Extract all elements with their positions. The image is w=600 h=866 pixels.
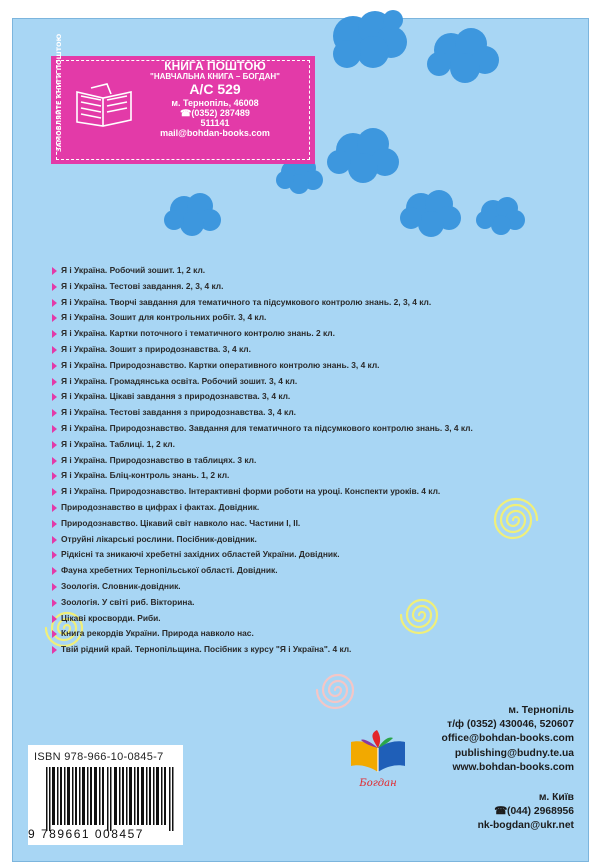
bullet-icon bbox=[52, 536, 57, 544]
bullet-icon bbox=[52, 299, 57, 307]
stamp-city: м. Тернопіль, 46008 bbox=[171, 98, 259, 109]
list-item: Книга рекордів України. Природа навколо нас. bbox=[52, 626, 512, 642]
bullet-icon bbox=[52, 314, 57, 322]
contacts-kyiv bbox=[478, 791, 574, 834]
phone-kyiv: ☎(044) 2968956 bbox=[494, 806, 574, 818]
stamp-phone2: 511141 bbox=[200, 118, 230, 129]
logo-text: Богдан bbox=[359, 778, 397, 789]
bullet-icon bbox=[52, 551, 57, 559]
bullet-icon bbox=[52, 646, 57, 654]
cloud-icon bbox=[327, 128, 399, 183]
phone-ternopil: т/ф (0352) 430046, 520607 bbox=[447, 719, 574, 731]
stamp-text bbox=[121, 60, 309, 138]
bullet-icon bbox=[52, 630, 57, 638]
list-item: Твій рідний край. Тернопільщина. Посібник з курсу "Я і Україна". 4 кл. bbox=[52, 642, 512, 658]
book-list bbox=[52, 263, 512, 658]
list-item: Фауна хребетних Тернопільської області. Довідник. bbox=[52, 563, 512, 579]
list-item: Цікаві кросворди. Риби. bbox=[52, 611, 512, 627]
list-item: Я і Україна. Тестові завдання з природознавства. 3, 4 кл. bbox=[52, 405, 512, 421]
list-item: Рідкісні та зникаючі хребетні західних областей України. Довідник. bbox=[52, 547, 512, 563]
bullet-icon bbox=[52, 488, 57, 496]
bullet-icon bbox=[52, 409, 57, 417]
list-item: Отруйні лікарські рослини. Посібник-довідник. bbox=[52, 532, 512, 548]
stamp-phone1: ☎(0352) 287489 bbox=[180, 108, 250, 119]
stamp-email: mail@bohdan-books.com bbox=[160, 128, 270, 139]
stamp-title: КНИГА ПОШТОЮ bbox=[164, 59, 266, 73]
bullet-icon bbox=[52, 362, 57, 370]
bullet-icon bbox=[52, 330, 57, 338]
bullet-icon bbox=[52, 441, 57, 449]
stamp-side-label: ЗАМОВЛЯЙТЕ КНИГИ ПОШТОЮ bbox=[55, 33, 63, 152]
list-item: Я і Україна. Таблиці. 1, 2 кл. bbox=[52, 437, 512, 453]
bullet-icon bbox=[52, 267, 57, 275]
list-item: Я і Україна. Творчі завдання для тематичного та підсумкового контролю знань. 2, 3, 4 кл. bbox=[52, 295, 512, 311]
barcode-bars bbox=[46, 767, 174, 831]
bullet-icon bbox=[52, 583, 57, 591]
list-item: Я і Україна. Цікаві завдання з природознавства. 3, 4 кл. bbox=[52, 389, 512, 405]
contacts-ternopil bbox=[442, 704, 574, 775]
cloud-icon bbox=[164, 193, 221, 236]
list-item: Я і Україна. Природознавство. Інтерактивні форми роботи на уроці. Конспекти уроків. 4 кл. bbox=[52, 484, 512, 500]
list-item: Я і Україна. Картки поточного і тематичного контролю знань. 2 кл. bbox=[52, 326, 512, 342]
list-item: Зоологія. Словник-довідник. bbox=[52, 579, 512, 595]
barcode-box bbox=[28, 745, 183, 845]
cloud-icon bbox=[476, 197, 525, 235]
bullet-icon bbox=[52, 457, 57, 465]
bullet-icon bbox=[52, 393, 57, 401]
list-item: Я і Україна. Громадянська освіта. Робочий зошит. 3, 4 кл. bbox=[52, 374, 512, 390]
website-link[interactable]: www.bohdan-books.com bbox=[452, 761, 574, 773]
mail-order-stamp bbox=[51, 33, 315, 164]
email-kyiv[interactable]: nk-bogdan@ukr.net bbox=[477, 820, 574, 832]
email-office[interactable]: office@bohdan-books.com bbox=[441, 733, 574, 745]
list-item: Я і Україна. Зошит для контрольних робіт. 3, 4 кл. bbox=[52, 310, 512, 326]
isbn-text: ISBN 978-966-10-0845-7 bbox=[34, 751, 164, 763]
bullet-icon bbox=[52, 504, 57, 512]
list-item: Я і Україна. Тестові завдання. 2, 3, 4 кл. bbox=[52, 279, 512, 295]
cloud-icon bbox=[333, 10, 407, 68]
bullet-icon bbox=[52, 567, 57, 575]
email-publishing[interactable]: publishing@budny.te.ua bbox=[454, 747, 574, 759]
bullet-icon bbox=[52, 378, 57, 386]
stamp-publisher: "НАВЧАЛЬНА КНИГА – БОГДАН" bbox=[150, 72, 280, 82]
book-icon bbox=[351, 730, 405, 772]
bullet-icon bbox=[52, 599, 57, 607]
cloud-icon bbox=[427, 28, 499, 83]
stamp-po-box: А/С 529 bbox=[189, 81, 241, 98]
list-item: Зоологія. У світі риб. Вікторина. bbox=[52, 595, 512, 611]
list-item: Я і Україна. Природознавство в таблицях. 3 кл. bbox=[52, 453, 512, 469]
publisher-logo bbox=[343, 728, 413, 798]
barcode-number: 9 789661 008457 bbox=[28, 827, 144, 841]
list-item: Природознавство в цифрах і фактах. Довідник. bbox=[52, 500, 512, 516]
bullet-icon bbox=[52, 615, 57, 623]
bullet-icon bbox=[52, 520, 57, 528]
list-item: Природознавство. Цікавий світ навколо нас. Частини І, ІІ. bbox=[52, 516, 512, 532]
bullet-icon bbox=[52, 472, 57, 480]
spiral-icon bbox=[317, 675, 353, 708]
list-item: Я і Україна. Зошит з природознавства. 3, 4 кл. bbox=[52, 342, 512, 358]
bullet-icon bbox=[52, 425, 57, 433]
bullet-icon bbox=[52, 346, 57, 354]
city-ternopil: м. Тернопіль bbox=[508, 705, 574, 716]
list-item: Я і Україна. Робочий зошит. 1, 2 кл. bbox=[52, 263, 512, 279]
list-item: Я і Україна. Природознавство. Завдання для тематичного та підсумкового контролю знань. 3, 4 кл. bbox=[52, 421, 512, 437]
list-item: Я і Україна. Природознавство. Картки оперативного контролю знань. 3, 4 кл. bbox=[52, 358, 512, 374]
bullet-icon bbox=[52, 283, 57, 291]
city-kyiv: м. Київ bbox=[538, 792, 574, 803]
cloud-icon bbox=[400, 190, 461, 237]
list-item: Я і Україна. Бліц-контроль знань. 1, 2 кл. bbox=[52, 468, 512, 484]
